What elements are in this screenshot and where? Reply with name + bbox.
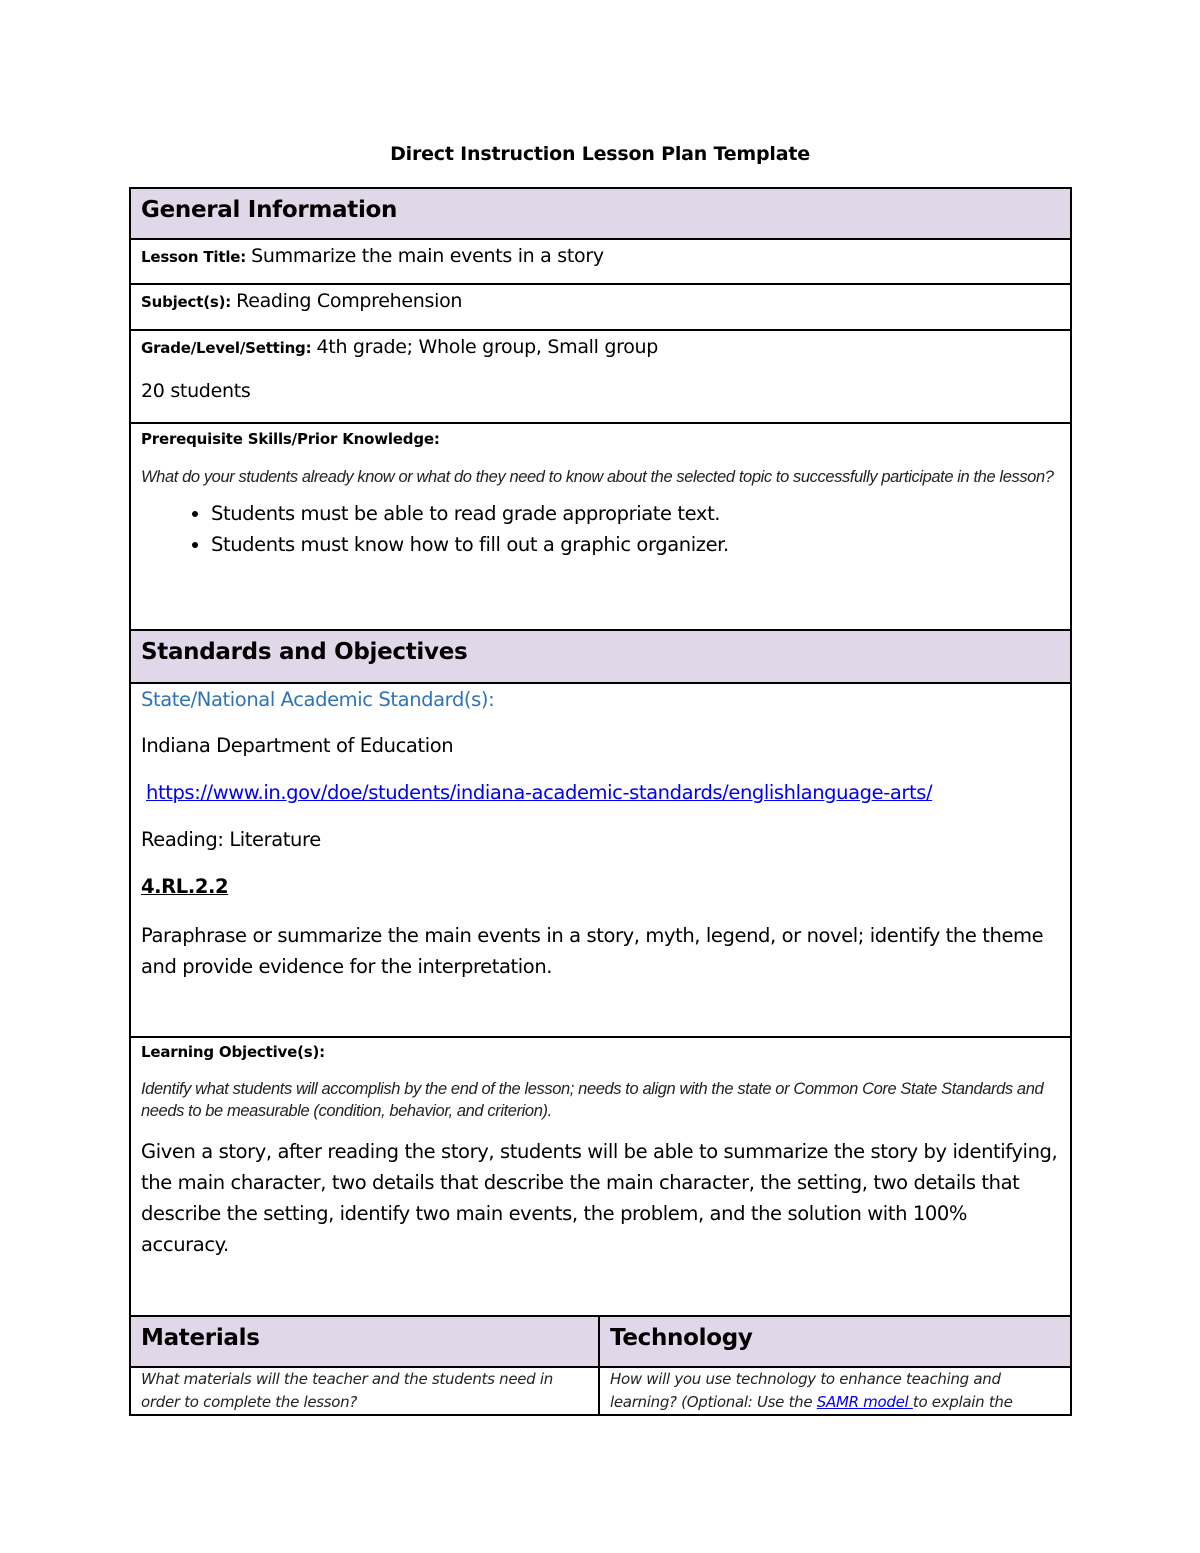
prerequisite-row — [130, 423, 1071, 630]
grade-label: Grade/Level/Setting: — [141, 339, 312, 357]
standard-code: 4.RL.2.2 — [141, 875, 229, 898]
standards-link[interactable]: https://www.in.gov/doe/students/indiana-academic-standards/englishlanguage-arts/ — [146, 781, 933, 804]
general-information-heading: General Information — [130, 188, 1071, 239]
standards-header-row — [130, 630, 1071, 683]
department-name: Indiana Department of Education — [141, 734, 454, 757]
learning-objectives-text: Given a story, after reading the story, students will be able to summarize the story by identifying, the main character, two details that describe the main character, the setting, two details that describe the setting, identify two main events, the problem, and the solution with 100% accuracy. — [141, 1140, 1058, 1256]
prerequisite-prompt: What do your students already know or what do they need to know about the selected topic to successfully participate in the lesson? — [141, 468, 1054, 486]
standards-objectives-heading: Standards and Objectives — [130, 630, 1071, 683]
subject-value: Reading Comprehension — [236, 290, 463, 312]
academic-standards-label: State/National Academic Standard(s): — [141, 688, 495, 711]
grade-value: 4th grade; Whole group, Small group — [316, 336, 659, 358]
materials-heading: Materials — [130, 1316, 599, 1367]
lesson-title-label: Lesson Title: — [141, 248, 247, 266]
prerequisite-list — [141, 498, 1060, 560]
grade-row — [130, 330, 1071, 423]
general-information-header-row — [130, 188, 1071, 239]
learning-objectives-label: Learning Objective(s): — [141, 1043, 325, 1061]
academic-standards-row — [130, 683, 1071, 1037]
materials-technology-header-row — [130, 1316, 1071, 1367]
materials-technology-row — [130, 1367, 1071, 1415]
list-item: • Students must know how to fill out a graphic organizer. — [211, 529, 1060, 560]
students-count: 20 students — [141, 380, 251, 402]
lesson-title-row — [130, 239, 1071, 284]
subject-label: Subject(s): — [141, 293, 232, 311]
standard-description: Paraphrase or summarize the main events in a story, myth, legend, or novel; identify the theme and provide evidence for the interpretation. — [141, 924, 1044, 978]
subject-row — [130, 284, 1071, 330]
page-title: Direct Instruction Lesson Plan Template — [390, 143, 810, 165]
learning-objectives-prompt: Identify what students will accomplish by the end of the lesson; needs to align with the state or Common Core State Standards and needs to be measurable (condition, behavior, and criterion). — [141, 1080, 1044, 1120]
technology-heading: Technology — [599, 1316, 1071, 1367]
lesson-title-value: Summarize the main events in a story — [251, 245, 604, 267]
lesson-plan-table — [129, 187, 1072, 1416]
samr-model-link[interactable]: SAMR model — [816, 1393, 913, 1411]
standard-strand: Reading: Literature — [141, 828, 321, 851]
technology-prompt: How will you use technology to enhance teaching and learning? (Optional: Use the SAMR model to explain the — [610, 1370, 1013, 1411]
learning-objectives-row — [130, 1037, 1071, 1316]
prerequisite-label: Prerequisite Skills/Prior Knowledge: — [141, 430, 440, 448]
materials-prompt: What materials will the teacher and the students need in order to complete the lesson? — [141, 1370, 553, 1411]
list-item: • Students must be able to read grade appropriate text. — [211, 498, 1060, 529]
